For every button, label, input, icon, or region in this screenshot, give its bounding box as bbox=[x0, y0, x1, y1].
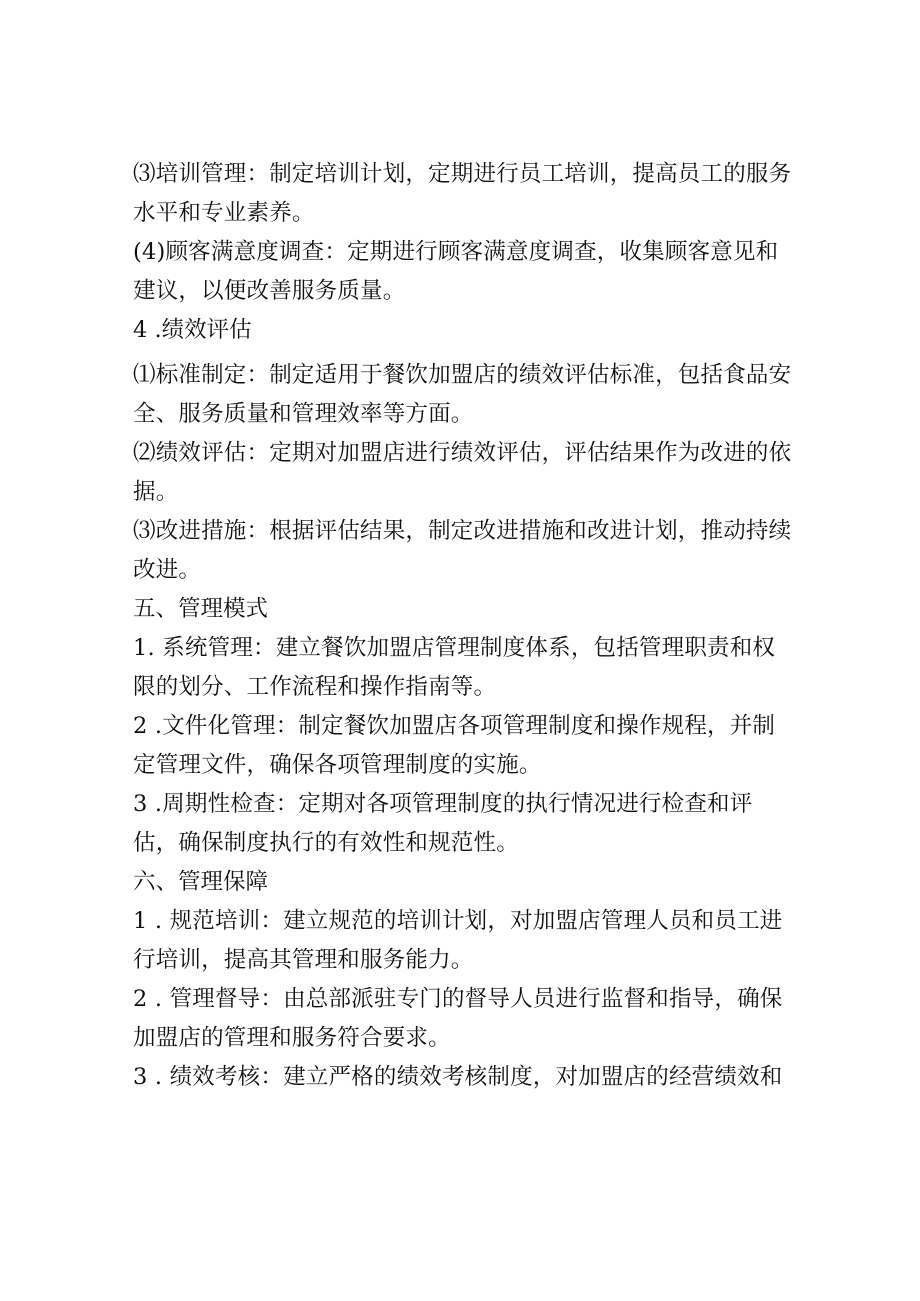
paragraph-periodic-inspection: 3 .周期性检查：定期对各项管理制度的执行情况进行检查和评估，确保制度执行的有效性和规范性。 bbox=[133, 791, 753, 856]
section-heading-performance-evaluation: 4 .绩效评估 bbox=[133, 317, 252, 343]
section-heading-management-mode: 五、管理模式 bbox=[133, 596, 269, 622]
paragraph-standard-setting: ⑴标准制定：制定适用于餐饮加盟店的绩效评估标准，包括食品安全、服务质量和管理效率等方面。 bbox=[133, 362, 792, 427]
paragraph-customer-satisfaction: (4)顾客满意度调查：定期进行顾客满意度调查，收集顾客意见和建议，以便改善服务质量。 bbox=[133, 239, 779, 304]
paragraph-system-management: 1. 系统管理：建立餐饮加盟店管理制度体系，包括管理职责和权限的划分、工作流程和操作指南等。 bbox=[133, 635, 776, 700]
section-heading-management-guarantee: 六、管理保障 bbox=[133, 869, 269, 895]
document-body bbox=[133, 155, 793, 1097]
paragraph-training-management: ⑶培训管理：制定培训计划，定期进行员工培训，提高员工的服务水平和专业素养。 bbox=[133, 161, 792, 226]
paragraph-standard-training: 1 . 规范培训：建立规范的培训计划，对加盟店管理人员和员工进行培训，提高其管理和服务能力。 bbox=[133, 908, 783, 973]
paragraph-performance-appraisal: 3 . 绩效考核：建立严格的绩效考核制度，对加盟店的经营绩效和 bbox=[133, 1064, 783, 1090]
paragraph-performance-assessment: ⑵绩效评估：定期对加盟店进行绩效评估，评估结果作为改进的依据。 bbox=[133, 440, 792, 505]
paragraph-documented-management: 2 .文件化管理：制定餐饮加盟店各项管理制度和操作规程，并制定管理文件，确保各项管理制度的实施。 bbox=[133, 713, 776, 778]
paragraph-improvement-measures: ⑶改进措施：根据评估结果，制定改进措施和改进计划，推动持续改进。 bbox=[133, 518, 792, 583]
paragraph-management-supervision: 2 . 管理督导：由总部派驻专门的督导人员进行监督和指导，确保加盟店的管理和服务符合要求。 bbox=[133, 986, 783, 1051]
